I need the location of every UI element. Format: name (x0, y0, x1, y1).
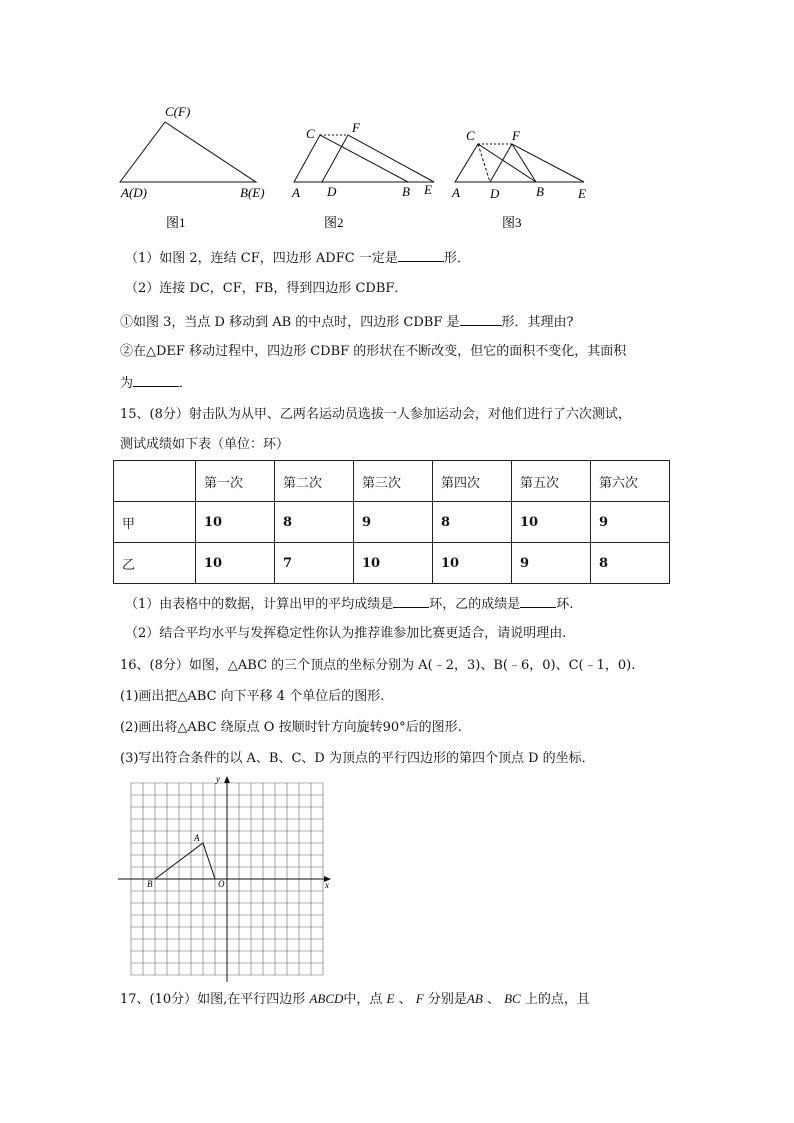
q17-text-d: 分别是 (427, 992, 467, 1007)
grid-label-B: B (147, 879, 153, 889)
score-cell: 10 (354, 543, 433, 584)
table-header-cell: 第一次 (196, 461, 275, 502)
fig2-label-F: F (352, 120, 360, 135)
q17-ab: AB (466, 991, 483, 1006)
figure-3 (455, 144, 584, 182)
answer-blank[interactable] (133, 373, 179, 387)
q14-part2 (125, 280, 407, 298)
q16-sub2 (120, 719, 462, 737)
score-cell: 9 (512, 543, 591, 584)
coordinate-grid (118, 770, 338, 985)
triangle-figures (0, 0, 794, 240)
q14-part3-text: ①如图 3，当点 D 移动到 AB 的中点时，四边形 CDBF 是 (120, 315, 460, 330)
table-header-cell (114, 461, 196, 502)
q17-bc: BC (504, 991, 521, 1006)
table-header-cell: 第六次 (591, 461, 670, 502)
q15-intro-1-text: 15、(8分）射击队为从甲、乙两名运动员选拔一人参加运动会，对他们进行了六次测试， (120, 407, 631, 422)
score-cell: 10 (512, 502, 591, 543)
q15-sub2 (125, 625, 566, 643)
fig1-label-apex: C(F) (165, 104, 191, 119)
score-cell: 9 (591, 502, 670, 543)
q15-sub1-end: 环. (556, 597, 574, 612)
fig3-label-F: F (512, 128, 520, 143)
q14-part1 (125, 248, 470, 268)
q17-text-a: 17、(10分）如图,在平行四边形 (120, 992, 306, 1007)
q14-part3 (120, 312, 574, 332)
q16-sub1 (120, 688, 384, 706)
score-cell: 8 (433, 502, 512, 543)
q17-text-h: 上的点，且 (524, 992, 590, 1007)
score-cell: 10 (433, 543, 512, 584)
table-row (114, 502, 670, 543)
fig1-label-right: B(E) (240, 185, 265, 200)
grid-label-y: y (216, 774, 220, 784)
caption-fig1: 图1 (166, 215, 186, 230)
score-cell: 9 (354, 502, 433, 543)
fig1-label-left: A(D) (121, 185, 147, 200)
fig3-label-D: D (490, 186, 500, 201)
figure-1 (120, 122, 256, 182)
q15-intro-2 (120, 436, 289, 454)
grid-label-A: A (194, 833, 200, 843)
q14-part2-text: （2）连接 DC，CF，FB，得到四边形 CDBF． (125, 281, 408, 296)
score-cell: 8 (275, 502, 354, 543)
q16-sub1-text: (1)画出把△ABC 向下平移 4 个单位后的图形. (120, 689, 385, 704)
q17-abcd: ABCD (309, 991, 344, 1006)
answer-blank[interactable] (520, 594, 556, 608)
q16-intro-text: 16、(8分）如图，△ABC 的三个顶点的坐标分别为 A(﹣2，3)、B(﹣6，0)、C(﹣1，0). (120, 658, 636, 673)
q14-part5-text: 为 (120, 376, 134, 391)
q17-text-c: 、 (398, 992, 412, 1007)
fig2-label-A: A (292, 185, 300, 200)
score-cell: 10 (196, 543, 275, 584)
table-row (114, 543, 670, 584)
score-cell: 10 (196, 502, 275, 543)
q14-part1-text: （1）如图 2，连结 CF，四边形 ADFC 一定是 (125, 251, 398, 266)
table-header-row (114, 461, 670, 502)
q17-text-b: 中，点 (343, 992, 383, 1007)
grid-label-O: O (218, 879, 225, 889)
q14-part4-text: ②在△DEF 移动过程中，四边形 CDBF 的形状在不断改变，但它的面积不变化，其面积 (120, 344, 627, 359)
q14-part4 (120, 343, 626, 361)
fig3-label-E: E (578, 186, 586, 201)
answer-blank[interactable] (393, 594, 429, 608)
grid-label-x: x (325, 880, 329, 890)
table-header-cell: 第五次 (512, 461, 591, 502)
q15-intro-2-text: 测试成绩如下表（单位：环） (120, 437, 290, 452)
figure-2 (294, 135, 434, 182)
q14-part5-end: ． (179, 376, 193, 391)
q17-f: F (415, 991, 424, 1006)
q14-part1-end: 形． (443, 251, 470, 266)
q17-e: E (386, 991, 395, 1006)
table-header-cell: 第二次 (275, 461, 354, 502)
scores-table (113, 460, 670, 584)
fig2-label-E: E (424, 182, 432, 197)
q15-sub1-text: （1）由表格中的数据，计算出甲的平均成绩是 (125, 597, 394, 612)
fig3-label-A: A (452, 185, 460, 200)
fig3-label-B: B (536, 184, 544, 199)
fig2-label-D: D (327, 184, 337, 199)
score-cell: 8 (591, 543, 670, 584)
answer-blank[interactable] (460, 312, 502, 326)
table-header-cell: 第三次 (354, 461, 433, 502)
q17-text-g: 、 (486, 992, 500, 1007)
q17-intro (120, 990, 590, 1009)
fig3-label-C: C (466, 128, 475, 143)
q16-sub2-text: (2)画出将△ABC 绕原点 O 按顺时针方向旋转90°后的图形. (120, 720, 462, 735)
fig2-label-B: B (402, 184, 410, 199)
q15-sub1 (125, 594, 573, 614)
q15-sub2-text: （2）结合平均水平与发挥稳定性你认为推荐谁参加比赛更适合，请说明理由. (125, 626, 567, 641)
fig2-label-C: C (306, 126, 315, 141)
q15-sub1-mid: 环，乙的成绩是 (429, 597, 521, 612)
q16-intro (120, 657, 635, 675)
answer-blank[interactable] (398, 248, 444, 262)
table-header-cell: 第四次 (433, 461, 512, 502)
y-axis-arrow (224, 776, 230, 783)
caption-fig2: 图2 (324, 215, 344, 230)
q14-part3-end: 形．其理由? (501, 315, 574, 330)
q16-sub3 (120, 750, 595, 768)
score-cell: 7 (275, 543, 354, 584)
q16-sub3-text: (3)写出符合条件的以 A、B、C、D 为顶点的平行四边形的第四个顶点 D 的坐标． (120, 751, 595, 766)
caption-fig3: 图3 (502, 215, 522, 230)
row-name-cell: 甲 (114, 502, 196, 543)
triangle-abc (155, 843, 215, 879)
q15-intro-1 (120, 406, 631, 424)
row-name-cell: 乙 (114, 543, 196, 584)
q14-part5 (120, 373, 192, 393)
